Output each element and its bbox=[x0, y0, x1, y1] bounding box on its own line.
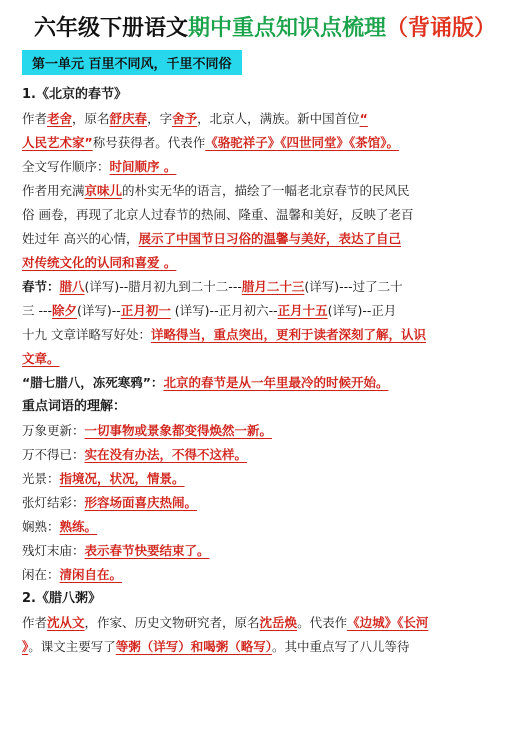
answer-style: 京味儿 bbox=[84, 183, 123, 198]
answer-author: 沈从文 bbox=[47, 615, 85, 630]
vocab-item bbox=[22, 443, 508, 467]
vocab-definition: 熟练。 bbox=[59, 519, 98, 534]
answer-benefit-cont: 文章。 bbox=[22, 351, 60, 366]
vocab-definition: 清闲自在。 bbox=[59, 567, 123, 582]
text: ，原名 bbox=[72, 111, 110, 126]
answer-chuxi: 除夕 bbox=[52, 303, 78, 318]
text: 。代表作 bbox=[297, 615, 348, 630]
vocab-term: 光景： bbox=[22, 471, 60, 486]
answer-chuyi: 正月初一 bbox=[120, 303, 171, 318]
lesson1-line-timeline-1 bbox=[22, 275, 508, 299]
lesson1-proverb bbox=[22, 371, 508, 395]
lesson1-line-summary-1 bbox=[22, 179, 508, 203]
vocab-item bbox=[22, 491, 508, 515]
page-title bbox=[22, 14, 508, 44]
answer-title: 人民艺术家” bbox=[22, 135, 93, 150]
lesson1-line-timeline-3 bbox=[22, 323, 508, 347]
answer-author: 老舍 bbox=[47, 111, 73, 126]
text: 。其中重点写了八儿等待 bbox=[272, 639, 410, 654]
text: ，字 bbox=[147, 111, 173, 126]
text: 作者 bbox=[22, 615, 48, 630]
title-part-version: （背诵版） bbox=[386, 16, 497, 41]
text: 全文写作顺序： bbox=[22, 159, 110, 174]
vocab-term: 残灯末庙： bbox=[22, 543, 85, 558]
title-part-topic: 期中重点知识点梳理 bbox=[187, 16, 386, 41]
lesson2-line-content bbox=[22, 635, 508, 659]
answer-order: 时间顺序 。 bbox=[109, 159, 177, 174]
text: 作者用充满 bbox=[22, 183, 85, 198]
proverb-text: “腊七腊八，冻死寒鸦”： bbox=[22, 375, 164, 390]
lesson2-heading: 2.《腊八粥》 bbox=[22, 591, 101, 606]
answer-content: 等粥（详写）和喝粥（略写） bbox=[115, 639, 273, 654]
answer-courtesy-name: 舍予 bbox=[172, 111, 198, 126]
answer-theme-cont: 对传统文化的认同和喜爱 。 bbox=[22, 255, 177, 270]
vocab-item bbox=[22, 419, 508, 443]
vocab-term: 娴熟： bbox=[22, 519, 60, 534]
unit-banner: 第一单元 百里不同风，千里不同俗 bbox=[22, 50, 242, 75]
text: 十九 文章详略写好处： bbox=[22, 327, 151, 342]
answer-shiwu: 正月十五 bbox=[277, 303, 328, 318]
vocab-item bbox=[22, 563, 508, 587]
vocab-definition: 一切事物或景象都变得焕然一新。 bbox=[84, 423, 273, 438]
answer-laba: 腊八 bbox=[59, 279, 85, 294]
answer-original-name: 舒庆春 bbox=[109, 111, 148, 126]
answer-works: 《边城》《长河 bbox=[347, 615, 429, 630]
answer-works: 《骆驼祥子》《四世同堂》《茶馆》。 bbox=[205, 135, 399, 150]
vocab-term: 张灯结彩： bbox=[22, 495, 85, 510]
lesson2-line-author bbox=[22, 611, 508, 635]
lesson1-line-summary-3 bbox=[22, 227, 508, 251]
text: 作者 bbox=[22, 111, 48, 126]
vocab-term: 闲在： bbox=[22, 567, 60, 582]
lesson1-line-summary-2: 俗 画卷，再现了北京人过春节的热闹、隆重、温馨和美好，反映了老百 bbox=[22, 207, 414, 222]
text: 春节： bbox=[22, 279, 60, 294]
answer-works-cont: 》 bbox=[22, 639, 29, 654]
text: (详写)-- bbox=[77, 303, 121, 318]
vocab-definition: 指境况，状况，情景。 bbox=[59, 471, 185, 486]
text: 三 --- bbox=[22, 303, 53, 318]
lesson1-line-timeline-2 bbox=[22, 299, 508, 323]
answer-original-name: 沈岳焕 bbox=[259, 615, 298, 630]
text: (详写)--正月初六-- bbox=[170, 303, 278, 318]
lesson1-line-summary-4 bbox=[22, 251, 508, 275]
answer-benefit: 详略得当，重点突出，更利于读者深刻了解，认识 bbox=[150, 327, 426, 342]
vocab-definition: 表示春节快要结束了。 bbox=[84, 543, 210, 558]
vocab-item bbox=[22, 467, 508, 491]
text: 。课文主要写了 bbox=[28, 639, 116, 654]
vocab-heading: 重点词语的理解： bbox=[22, 399, 127, 414]
vocab-item bbox=[22, 515, 508, 539]
lesson1-line-works bbox=[22, 131, 508, 155]
text: 的朴实无华的语言，描绘了一幅老北京春节的民风民 bbox=[122, 183, 410, 198]
text: ，作家、历史文物研究者，原名 bbox=[84, 615, 260, 630]
text: (详写)--正月 bbox=[327, 303, 397, 318]
text: ，北京人，满族。新中国首位 bbox=[197, 111, 360, 126]
lesson1-line-order bbox=[22, 155, 508, 179]
text: (详写)--腊月初九到二十二--- bbox=[84, 279, 242, 294]
text: 称号获得者。代表作 bbox=[92, 135, 206, 150]
answer-theme: 展示了中国节日习俗的温馨与美好，表达了自己 bbox=[138, 231, 401, 246]
lesson1-line-author bbox=[22, 107, 508, 131]
text: 姓过年 高兴的心情， bbox=[22, 231, 139, 246]
vocab-definition: 形容场面喜庆热闹。 bbox=[84, 495, 198, 510]
vocab-term: 万象更新： bbox=[22, 423, 85, 438]
title-part-grade: 六年级下册语文 bbox=[33, 16, 188, 41]
text: (详写)---过了二十 bbox=[304, 279, 403, 294]
answer-23: 腊月二十三 bbox=[241, 279, 305, 294]
lesson1-heading: 1.《北京的春节》 bbox=[22, 87, 127, 102]
lesson1-line-timeline-4 bbox=[22, 347, 508, 371]
vocab-item bbox=[22, 539, 508, 563]
vocab-term: 万不得已： bbox=[22, 447, 85, 462]
answer-proverb: 北京的春节是从一年里最冷的时候开始。 bbox=[163, 375, 389, 390]
answer-quote-mark: “ bbox=[359, 111, 368, 126]
vocab-definition: 实在没有办法，不得不这样。 bbox=[84, 447, 248, 462]
